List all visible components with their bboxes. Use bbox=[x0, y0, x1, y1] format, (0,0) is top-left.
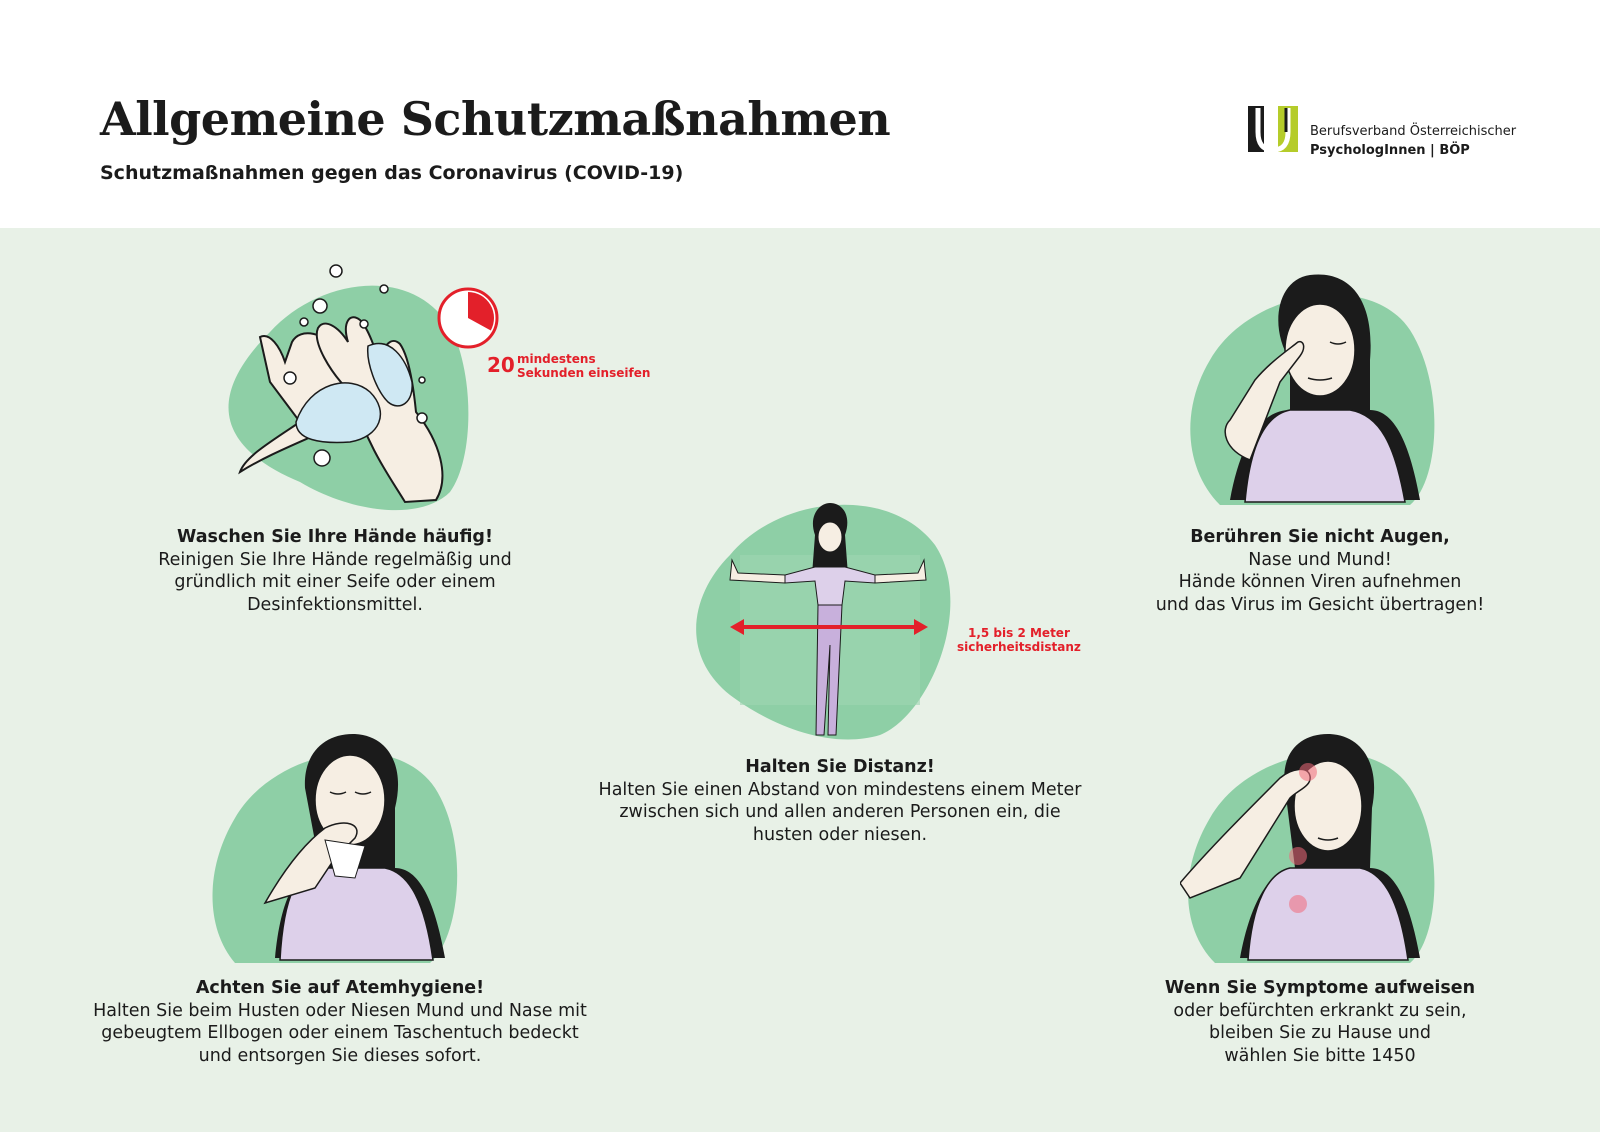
caption-symptoms bbox=[1120, 977, 1520, 1067]
distance-label-line-1: 1,5 bis 2 Meter bbox=[968, 626, 1070, 640]
logo-line-1: Berufsverband Österreichischer bbox=[1310, 124, 1517, 139]
caption-face bbox=[1120, 526, 1520, 616]
caption-distance-heading: Halten Sie Distanz! bbox=[745, 757, 935, 777]
caption-symptoms-heading: Wenn Sie Symptome aufweisen bbox=[1164, 978, 1476, 998]
caption-hygiene-heading: Achten Sie auf Atemhygiene! bbox=[195, 978, 485, 998]
caption-face-body: Nase und Mund! Hände können Viren aufnehmen und das Virus im Gesicht übertragen! bbox=[1155, 549, 1485, 615]
timer-number: 20 bbox=[487, 353, 515, 377]
timer-line-2: Sekunden einseifen bbox=[517, 366, 651, 380]
caption-face-heading: Berühren Sie nicht Augen, bbox=[1190, 527, 1450, 547]
caption-handwash-body: Reinigen Sie Ihre Hände regelmäßig und gründlich mit einer Seife oder einem Desinfektionsmittel. bbox=[158, 549, 512, 615]
logo-line-2: PsychologInnen | BÖP bbox=[1310, 143, 1470, 158]
caption-hygiene bbox=[60, 977, 620, 1067]
distance-illustration bbox=[690, 495, 960, 755]
caption-hygiene-body: Halten Sie beim Husten oder Niesen Mund und Nase mit gebeugtem Ellbogen oder einem Taschentuch bedeckt und entsorgen Sie dieses sofort. bbox=[93, 1000, 587, 1066]
caption-symptoms-body: oder befürchten erkrankt zu sein, bleiben Sie zu Hause und wählen Sie bitte 1450 bbox=[1173, 1000, 1467, 1066]
caption-handwash bbox=[115, 526, 555, 616]
timer-label bbox=[487, 352, 650, 380]
page-subtitle: Schutzmaßnahmen gegen das Coronavirus (COVID-19) bbox=[100, 162, 684, 184]
timer-line-1: mindestens bbox=[517, 352, 596, 366]
cough-hygiene-illustration bbox=[205, 728, 475, 973]
logo-text bbox=[1310, 122, 1516, 160]
caption-distance bbox=[560, 756, 1120, 846]
caption-distance-body: Halten Sie einen Abstand von mindestens einem Meter zwischen sich und allen anderen Personen ein, die husten oder niesen. bbox=[598, 779, 1082, 845]
header bbox=[0, 0, 1600, 228]
page-title: Allgemeine Schutzmaßnahmen bbox=[100, 92, 891, 146]
distance-label-line-2: sicherheitsdistanz bbox=[957, 640, 1081, 654]
distance-label bbox=[957, 626, 1081, 654]
symptoms-illustration bbox=[1180, 728, 1460, 973]
caption-handwash-heading: Waschen Sie Ihre Hände häufig! bbox=[177, 527, 493, 547]
handwash-illustration bbox=[200, 262, 640, 518]
face-touch-illustration bbox=[1180, 270, 1460, 520]
boep-logo-icon bbox=[1246, 102, 1300, 156]
